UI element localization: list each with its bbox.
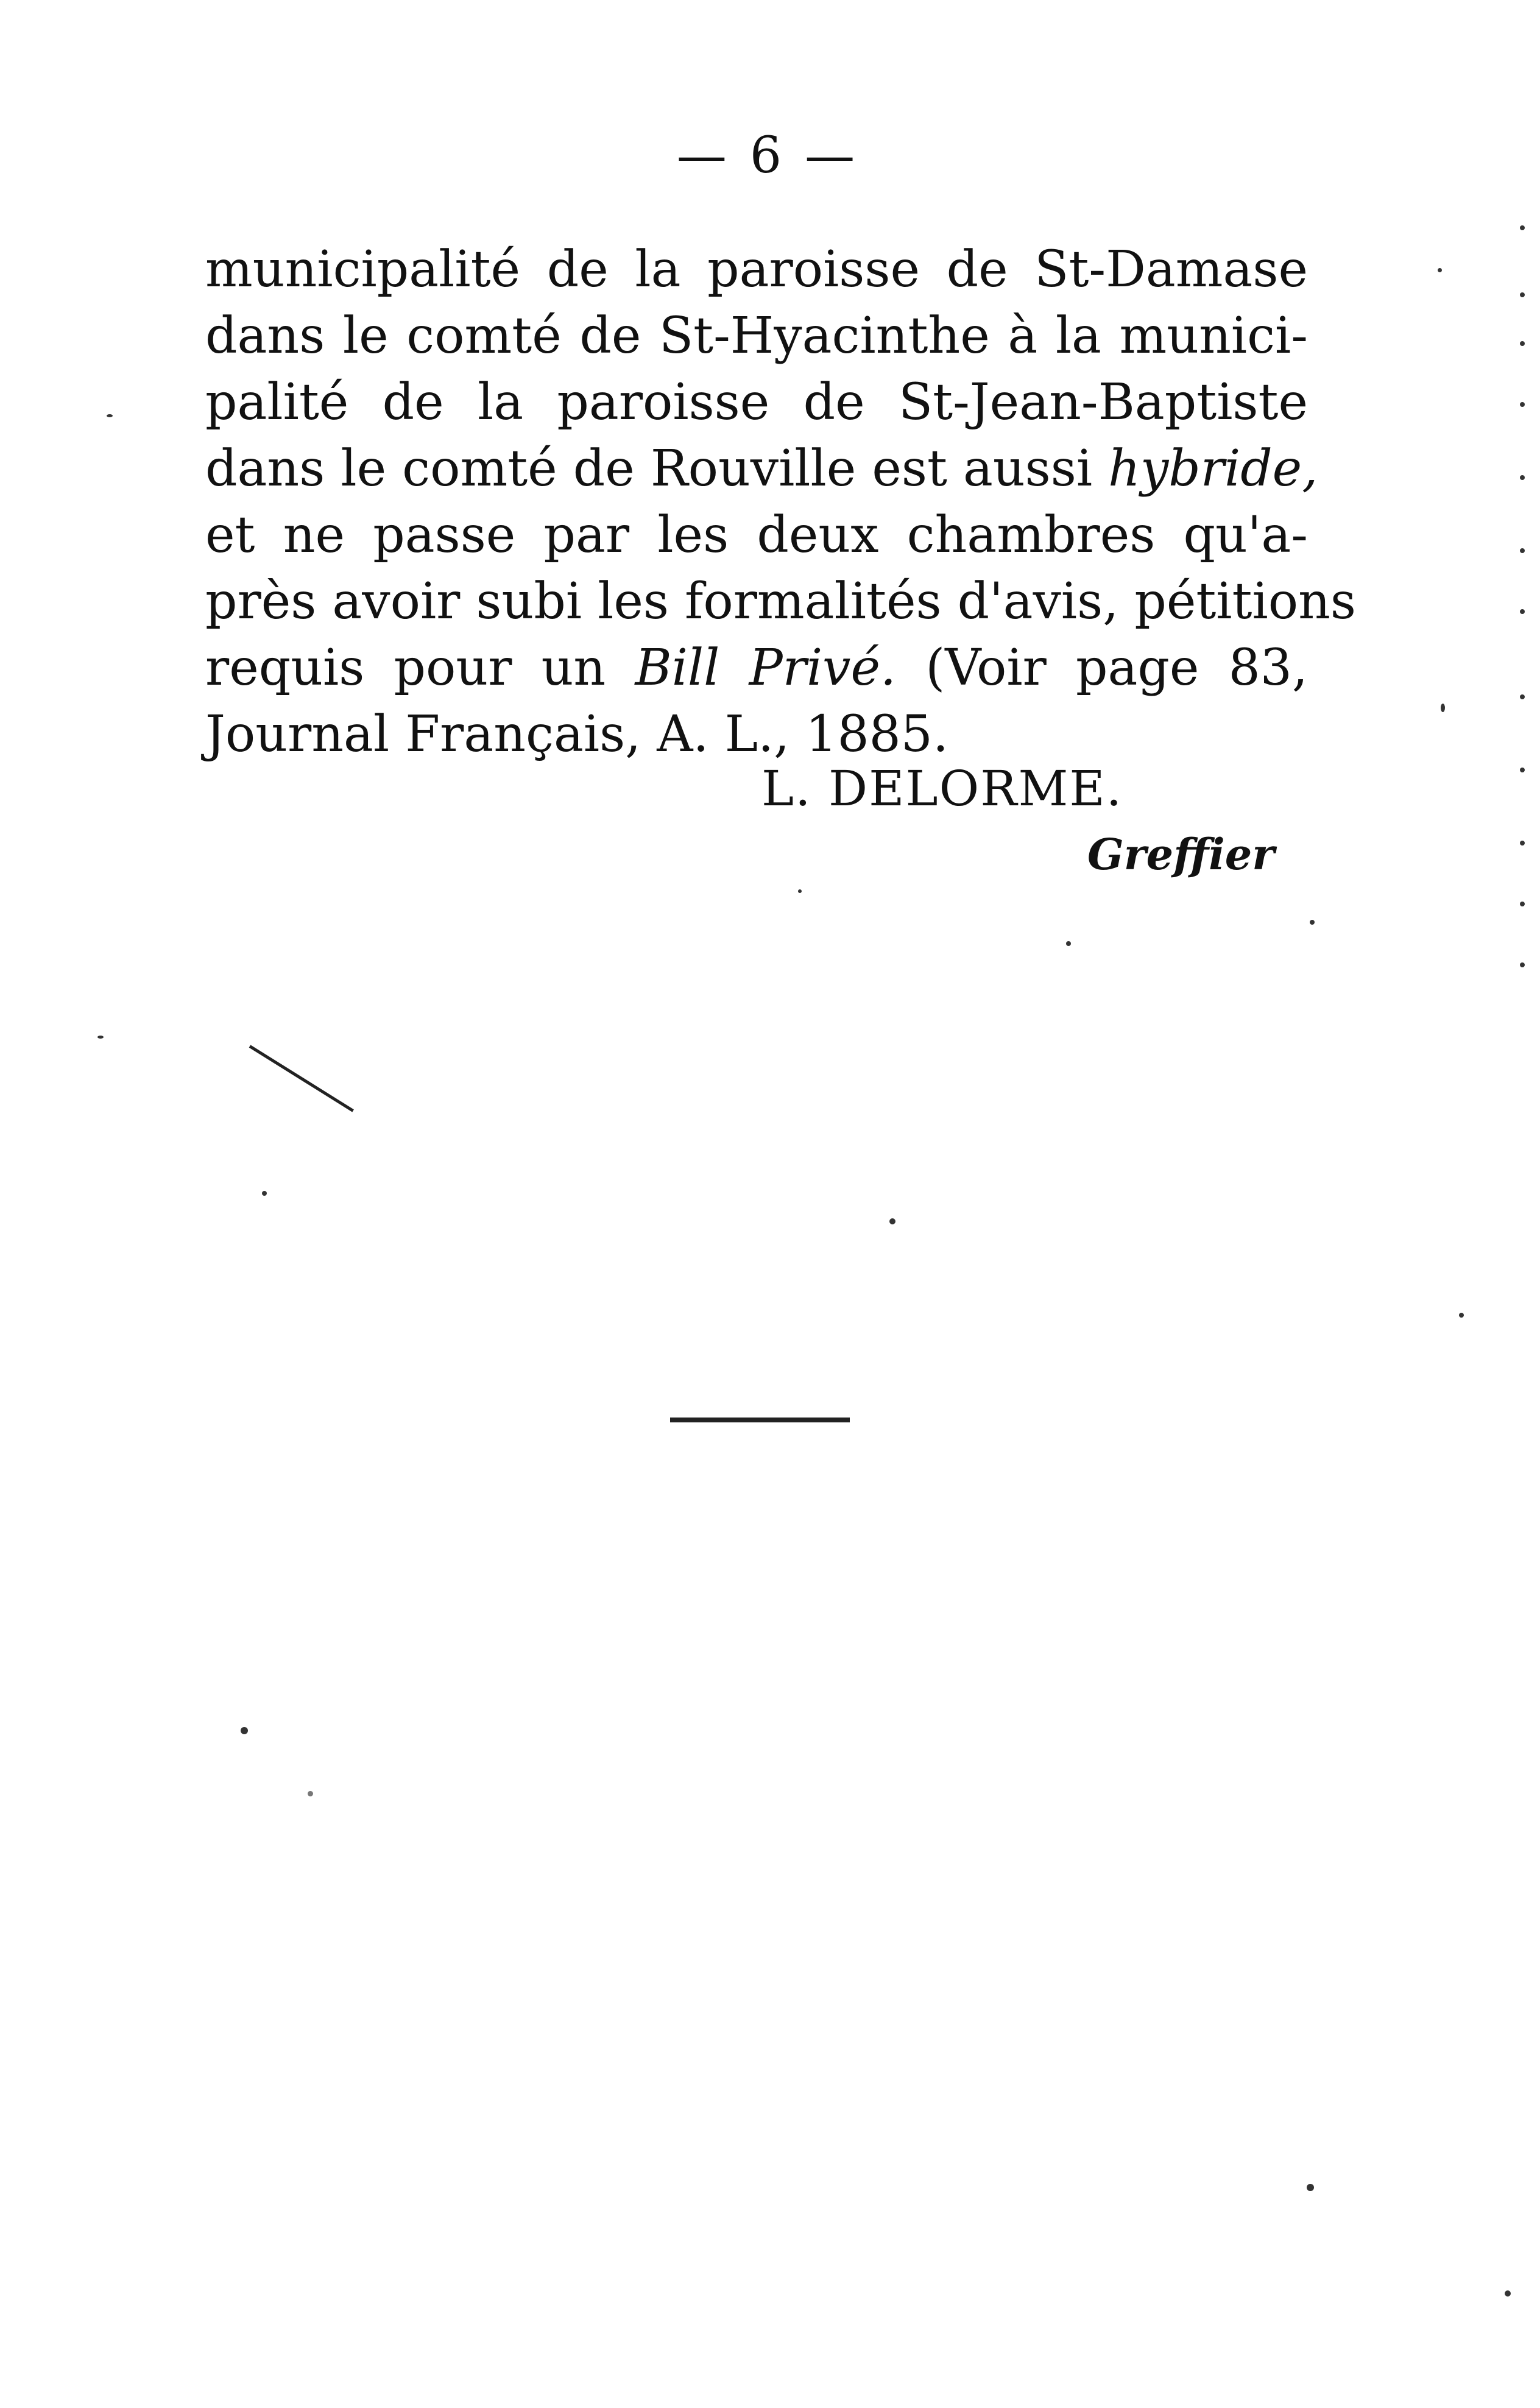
body-text	[205, 236, 1356, 768]
scan-speck	[1310, 920, 1315, 925]
italic-bill-prive: Bill Privé.	[635, 639, 897, 697]
scan-speck	[1066, 941, 1071, 946]
text-line: près avoir subi les formalités d'avis, pétitions	[205, 573, 1356, 630]
scan-speck	[107, 414, 113, 417]
scan-speck	[1520, 292, 1525, 297]
page-number: — 6 —	[676, 127, 859, 185]
signature-title: Greffier	[1087, 829, 1275, 880]
scan-speck	[1520, 475, 1525, 480]
horizontal-rule	[670, 1418, 850, 1422]
scan-speck	[1520, 341, 1525, 346]
scan-speck	[1520, 902, 1525, 906]
scan-speck	[97, 1036, 104, 1039]
text-line: requis pour un Bill Privé. (Voir page 83,	[205, 639, 1308, 697]
scan-speck	[1520, 225, 1525, 230]
scan-speck	[1307, 2184, 1314, 2191]
scan-speck	[1520, 609, 1525, 614]
scan-speck	[262, 1191, 267, 1196]
scan-speck	[1505, 2290, 1511, 2297]
scan-speck	[1520, 402, 1525, 407]
text-line: dans le comté de St-Hyacinthe à la munici-	[205, 307, 1308, 365]
text-line: dans le comté de Rouville est aussi hybride,	[205, 440, 1318, 498]
scan-speck	[241, 1727, 248, 1734]
scan-speck	[249, 1045, 354, 1112]
signature-name: L. DELORME.	[761, 760, 1123, 817]
scan-speck	[308, 1791, 313, 1796]
scan-speck	[798, 889, 802, 893]
text-line: municipalité de la paroisse de St-Damase	[205, 241, 1308, 298]
scan-speck	[889, 1218, 895, 1224]
scan-speck	[1520, 841, 1525, 846]
text-line: et ne passe par les deux chambres qu'a-	[205, 506, 1308, 564]
italic-word-hybride: hybride,	[1108, 440, 1318, 498]
scan-speck	[1520, 548, 1525, 553]
scan-speck	[1520, 694, 1525, 699]
text-line: palité de la paroisse de St-Jean-Baptiste	[205, 373, 1308, 431]
scan-speck	[1520, 962, 1525, 967]
scan-speck	[1441, 704, 1445, 712]
scan-speck	[1438, 268, 1442, 272]
scan-speck	[1520, 768, 1525, 772]
scan-speck	[1459, 1313, 1464, 1318]
text-line: Journal Français, A. L., 1885.	[205, 705, 949, 763]
